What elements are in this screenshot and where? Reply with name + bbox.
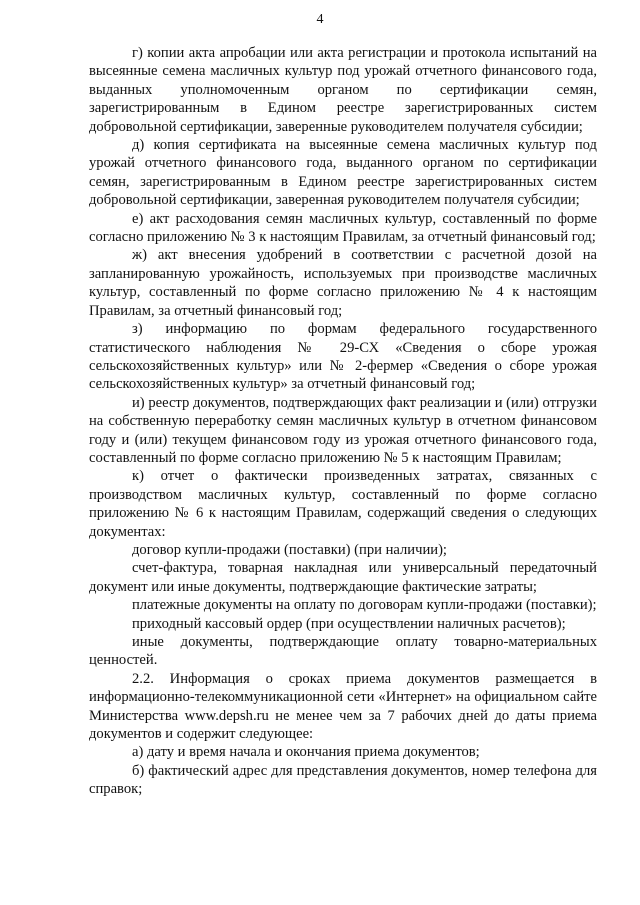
paragraph-b-address-phone: б) фактический адрес для представления документов, номер телефона для справок; — [89, 762, 597, 798]
paragraph-zh-fertilizer-act: ж) акт внесения удобрений в соответствии с расчетной дозой на запланированную урожайность, используемых при производстве масличных культур, составленный по форме согласно приложению № 4 к настоящим Правилам, за отчетный финансовый год; — [89, 247, 597, 319]
list-item-payment-documents: платежные документы на оплату по договорам купли-продажи (поставки); — [132, 597, 597, 614]
document-body — [89, 44, 597, 799]
list-item-purchase-contract: договор купли-продажи (поставки) (при наличии); — [132, 541, 447, 558]
paragraph-z-statistics-info: з) информацию по формам федерального государственного статистического наблюдения № 29-СХ «Сведения о сборе урожая сельскохозяйственных культур» или № 2-фермер «Сведения о сборе урожая сельскохозяйственных культур» за отчетный финансовый год; — [89, 321, 597, 393]
list-item-invoice: счет-фактура, товарная накладная или универсальный передаточный документ или иные документы, подтверждающие фактические затраты; — [89, 560, 597, 595]
paragraph-i-documents-registry: и) реестр документов, подтверждающих факт реализации и (или) отгрузки на собственную переработку семян масличных культур в отчетном финансовом году и (или) текущем финансовом году из урожая отчетного финансового года, составленный по форме согласно приложению № 5 к настоящим Правилам; — [89, 394, 597, 466]
paragraph-e-seed-usage-act: е) акт расходования семян масличных культур, составленный по форме согласно приложению № 3 к настоящим Правилам, за отчетный финансовый год; — [89, 210, 597, 246]
paragraph-2-2-information: 2.2. Информация о сроках приема документов размещается в информационно-телекоммуникационной сети «Интернет» на официальном сайте Министерства www.depsh.ru не менее чем за 7 рабочих дней до даты приема документов и содержит следующее: — [89, 670, 597, 743]
paragraph-k-costs-report: к) отчет о фактически произведенных затратах, связанных с производством масличных культур, составленный по форме согласно приложению № 6 к настоящим Правилам, содержащий сведения о следующих документах: — [89, 468, 597, 540]
paragraph-a-date-time: а) дату и время начала и окончания приема документов; — [132, 744, 480, 761]
list-item-other-documents: иные документы, подтверждающие оплату товарно-материальных ценностей. — [89, 634, 597, 669]
paragraph-d-certificate-copy: д) копия сертификата на высеянные семена масличных культур под урожай отчетного финансового года, выданного органом по сертификации семян, зарегистрированным в Едином реестре зарегистрированных систем добровольной сертификации, заверенная руководителем получателя субсидии; — [89, 137, 597, 209]
paragraph-g-approbation-act: г) копии акта апробации или акта регистрации и протокола испытаний на высеянные семена масличных культур под урожай отчетного финансового года, выданных уполномоченным органом по сертификации семян, зарегистрированным в Едином реестре зарегистрированных систем добровольной сертификации, заверенные руководителем получателя субсидии; — [89, 45, 597, 135]
page-number: 4 — [316, 12, 324, 27]
list-item-cash-receipt-order: приходный кассовый ордер (при осуществлении наличных расчетов); — [132, 615, 566, 632]
